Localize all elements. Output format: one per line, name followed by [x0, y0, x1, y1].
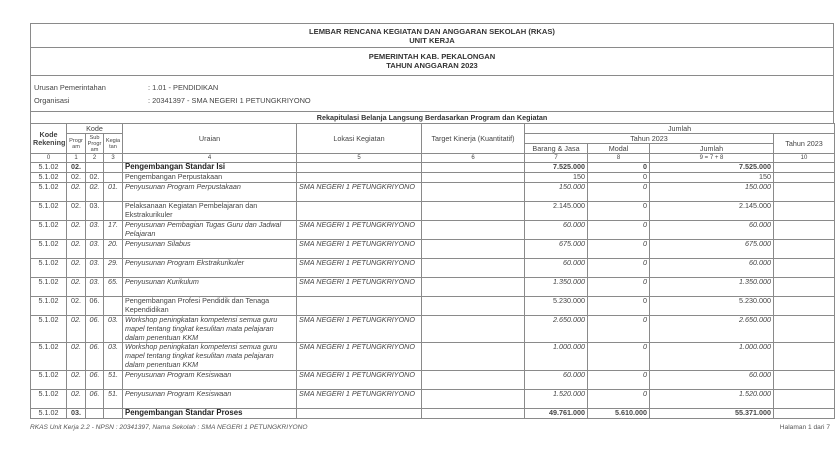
jumlah-cell: 2.145.000	[650, 202, 774, 221]
barang-jasa-cell: 7.525.000	[525, 163, 588, 173]
tahun-next-cell	[774, 297, 835, 316]
modal-cell: 0	[588, 183, 650, 202]
lokasi-cell: SMA NEGERI 1 PETUNGKRIYONO	[297, 370, 422, 389]
uraian-cell: Penyusunan Program Ekstrakurikuler	[123, 259, 297, 278]
header-barang-jasa: Barang & Jasa	[525, 144, 588, 154]
jumlah-cell: 55.371.000	[650, 408, 774, 418]
table-row	[31, 408, 835, 418]
lokasi-cell	[297, 408, 422, 418]
modal-cell: 0	[588, 163, 650, 173]
modal-cell: 0	[588, 389, 650, 408]
kegiatan-code-cell: 51.	[104, 389, 123, 408]
kegiatan-code-cell: 29.	[104, 259, 123, 278]
urusan-value: : 1.01 - PENDIDIKAN	[148, 83, 219, 92]
sub-program-code-cell: 03.	[86, 202, 104, 221]
header-uraian: Uraian	[123, 124, 297, 154]
jumlah-cell: 1.520.000	[650, 389, 774, 408]
col-number: 3	[104, 154, 123, 163]
tahun-next-cell	[774, 370, 835, 389]
modal-cell: 0	[588, 278, 650, 297]
modal-cell: 0	[588, 259, 650, 278]
uraian-cell: Pengembangan Perpustakaan	[123, 173, 297, 183]
lokasi-cell: SMA NEGERI 1 PETUNGKRIYONO	[297, 343, 422, 370]
sub-program-code-cell: 06.	[86, 370, 104, 389]
program-code-cell: 03.	[67, 408, 86, 418]
uraian-cell: Pelaksanaan Kegiatan Pembelajaran dan Ekstrakurikuler	[123, 202, 297, 221]
barang-jasa-cell: 60.000	[525, 370, 588, 389]
kode-rekening-cell: 5.1.02	[31, 173, 67, 183]
column-number-row	[31, 154, 835, 163]
target-cell	[422, 221, 525, 240]
barang-jasa-cell: 60.000	[525, 221, 588, 240]
header-tahun-group: Tahun 2023	[525, 134, 774, 144]
sub-program-code-cell	[86, 163, 104, 173]
kode-rekening-cell: 5.1.02	[31, 408, 67, 418]
target-cell	[422, 408, 525, 418]
kegiatan-code-cell: 03.	[104, 343, 123, 370]
target-cell	[422, 163, 525, 173]
kegiatan-code-cell	[104, 163, 123, 173]
program-code-cell: 02.	[67, 389, 86, 408]
kegiatan-code-cell: 51.	[104, 370, 123, 389]
target-cell	[422, 370, 525, 389]
table-row	[31, 297, 835, 316]
uraian-cell: Penyusunan Silabus	[123, 240, 297, 259]
col-number: 9 = 7 + 8	[650, 154, 774, 163]
uraian-cell: Penyusunan Program Kesiswaan	[123, 389, 297, 408]
gov-line-2: TAHUN ANGGARAN 2023	[386, 61, 478, 70]
document-title	[31, 24, 833, 48]
kegiatan-code-cell: 01.	[104, 183, 123, 202]
sub-program-code-cell: 03.	[86, 240, 104, 259]
program-code-cell: 02.	[67, 173, 86, 183]
uraian-cell: Workshop peningkatan kompetensi semua guru mapel tentang tingkat kesulitan mata pelajaran dalam penentuan KKM	[123, 316, 297, 343]
barang-jasa-cell: 60.000	[525, 259, 588, 278]
uraian-cell: Penyusunan Program Perpustakaan	[123, 183, 297, 202]
tahun-next-cell	[774, 278, 835, 297]
tahun-next-cell	[774, 163, 835, 173]
barang-jasa-cell: 1.000.000	[525, 343, 588, 370]
lokasi-cell: SMA NEGERI 1 PETUNGKRIYONO	[297, 183, 422, 202]
target-cell	[422, 202, 525, 221]
target-cell	[422, 183, 525, 202]
col-number: 0	[31, 154, 67, 163]
kode-rekening-cell: 5.1.02	[31, 221, 67, 240]
kegiatan-code-cell: 17.	[104, 221, 123, 240]
jumlah-cell: 7.525.000	[650, 163, 774, 173]
uraian-cell: Pengembangan Standar Proses	[123, 408, 297, 418]
header-jumlah: Jumlah	[650, 144, 774, 154]
header-kegiatan: Kegia tan	[104, 134, 123, 154]
target-cell	[422, 240, 525, 259]
urusan-row	[31, 81, 833, 94]
info-section	[31, 76, 833, 112]
program-code-cell: 02.	[67, 278, 86, 297]
modal-cell: 0	[588, 297, 650, 316]
col-number: 8	[588, 154, 650, 163]
sub-program-code-cell: 02.	[86, 173, 104, 183]
col-number: 7	[525, 154, 588, 163]
jumlah-cell: 150.000	[650, 183, 774, 202]
barang-jasa-cell: 150.000	[525, 183, 588, 202]
uraian-cell: Pengembangan Standar Isi	[123, 163, 297, 173]
kegiatan-code-cell: 03.	[104, 316, 123, 343]
kode-rekening-cell: 5.1.02	[31, 202, 67, 221]
kegiatan-code-cell: 65.	[104, 278, 123, 297]
barang-jasa-cell: 49.761.000	[525, 408, 588, 418]
sub-program-code-cell: 02.	[86, 183, 104, 202]
col-number: 6	[422, 154, 525, 163]
col-number: 4	[123, 154, 297, 163]
uraian-cell: Penyusunan Program Kesiswaan	[123, 370, 297, 389]
tahun-next-cell	[774, 173, 835, 183]
kode-rekening-cell: 5.1.02	[31, 163, 67, 173]
gov-line-1: PEMERINTAH KAB. PEKALONGAN	[368, 52, 496, 61]
jumlah-cell: 1.350.000	[650, 278, 774, 297]
uraian-cell: Penyusunan Pembagian Tugas Guru dan Jadwal Pelajaran	[123, 221, 297, 240]
page-number: Halaman 1 dari 7	[779, 424, 830, 431]
table-row	[31, 278, 835, 297]
uraian-cell: Pengembangan Profesi Pendidik dan Tenaga Kependidikan	[123, 297, 297, 316]
barang-jasa-cell: 2.145.000	[525, 202, 588, 221]
program-code-cell: 02.	[67, 343, 86, 370]
tahun-next-cell	[774, 343, 835, 370]
table-row	[31, 343, 835, 370]
table-title: Rekapitulasi Belanja Langsung Berdasarkan Program dan Kegiatan	[316, 113, 548, 122]
kode-rekening-cell: 5.1.02	[31, 259, 67, 278]
barang-jasa-cell: 1.350.000	[525, 278, 588, 297]
barang-jasa-cell: 150	[525, 173, 588, 183]
table-row	[31, 316, 835, 343]
modal-cell: 0	[588, 316, 650, 343]
kode-rekening-cell: 5.1.02	[31, 343, 67, 370]
col-number: 2	[86, 154, 104, 163]
sub-program-code-cell: 06.	[86, 389, 104, 408]
table-row	[31, 163, 835, 173]
header-jumlah-group: Jumlah	[525, 124, 835, 134]
urusan-label: Urusan Pemerintahan	[34, 83, 106, 92]
sub-program-code-cell: 03.	[86, 221, 104, 240]
table-row	[31, 221, 835, 240]
sub-program-code-cell: 06.	[86, 297, 104, 316]
program-code-cell: 02.	[67, 316, 86, 343]
jumlah-cell: 1.000.000	[650, 343, 774, 370]
program-code-cell: 02.	[67, 183, 86, 202]
sub-program-code-cell: 03.	[86, 278, 104, 297]
tahun-next-cell	[774, 240, 835, 259]
document-frame	[30, 23, 834, 123]
sub-program-code-cell: 06.	[86, 343, 104, 370]
table-row	[31, 173, 835, 183]
lokasi-cell	[297, 163, 422, 173]
footer-info: RKAS Unit Kerja 2.2 - NPSN : 20341397, Nama Sekolah : SMA NEGERI 1 PETUNGKRIYONO	[30, 424, 308, 431]
sub-program-code-cell: 03.	[86, 259, 104, 278]
lokasi-cell: SMA NEGERI 1 PETUNGKRIYONO	[297, 278, 422, 297]
rkas-document	[30, 23, 834, 419]
tahun-next-cell	[774, 316, 835, 343]
header-sub-program: Sub Progr am	[86, 134, 104, 154]
uraian-cell: Penyusunan Kurikulum	[123, 278, 297, 297]
organisasi-value: : 20341397 - SMA NEGERI 1 PETUNGKRIYONO	[148, 96, 311, 105]
tahun-next-cell	[774, 202, 835, 221]
target-cell	[422, 278, 525, 297]
table-row	[31, 370, 835, 389]
jumlah-cell: 60.000	[650, 370, 774, 389]
barang-jasa-cell: 5.230.000	[525, 297, 588, 316]
table-row	[31, 240, 835, 259]
target-cell	[422, 173, 525, 183]
modal-cell: 0	[588, 202, 650, 221]
header-kode: Kode	[67, 124, 123, 134]
rekap-table	[30, 123, 835, 419]
target-cell	[422, 343, 525, 370]
target-cell	[422, 316, 525, 343]
jumlah-cell: 60.000	[650, 259, 774, 278]
jumlah-cell: 60.000	[650, 221, 774, 240]
organisasi-label: Organisasi	[34, 96, 70, 105]
program-code-cell: 02.	[67, 163, 86, 173]
kode-rekening-cell: 5.1.02	[31, 183, 67, 202]
target-cell	[422, 389, 525, 408]
modal-cell: 0	[588, 173, 650, 183]
lokasi-cell	[297, 297, 422, 316]
target-cell	[422, 297, 525, 316]
sub-program-code-cell: 06.	[86, 316, 104, 343]
kode-rekening-cell: 5.1.02	[31, 370, 67, 389]
target-cell	[422, 259, 525, 278]
kegiatan-code-cell	[104, 408, 123, 418]
lokasi-cell: SMA NEGERI 1 PETUNGKRIYONO	[297, 259, 422, 278]
lokasi-cell	[297, 202, 422, 221]
kode-rekening-cell: 5.1.02	[31, 240, 67, 259]
kegiatan-code-cell	[104, 297, 123, 316]
barang-jasa-cell: 1.520.000	[525, 389, 588, 408]
table-body	[31, 163, 835, 419]
organisasi-row	[31, 94, 833, 107]
tahun-next-cell	[774, 221, 835, 240]
tahun-next-cell	[774, 389, 835, 408]
modal-cell: 0	[588, 370, 650, 389]
lokasi-cell: SMA NEGERI 1 PETUNGKRIYONO	[297, 221, 422, 240]
kode-rekening-cell: 5.1.02	[31, 278, 67, 297]
col-number: 5	[297, 154, 422, 163]
header-tahun-next: Tahun 2023	[774, 134, 835, 154]
table-row	[31, 389, 835, 408]
program-code-cell: 02.	[67, 370, 86, 389]
tahun-next-cell	[774, 183, 835, 202]
table-row	[31, 183, 835, 202]
header-lokasi: Lokasi Kegiatan	[297, 124, 422, 154]
kegiatan-code-cell	[104, 173, 123, 183]
sub-program-code-cell	[86, 408, 104, 418]
header-target: Target Kinerja (Kuantitatif)	[422, 124, 525, 154]
tahun-next-cell	[774, 408, 835, 418]
modal-cell: 5.610.000	[588, 408, 650, 418]
lokasi-cell: SMA NEGERI 1 PETUNGKRIYONO	[297, 316, 422, 343]
modal-cell: 0	[588, 240, 650, 259]
lokasi-cell: SMA NEGERI 1 PETUNGKRIYONO	[297, 389, 422, 408]
program-code-cell: 02.	[67, 240, 86, 259]
program-code-cell: 02.	[67, 259, 86, 278]
kode-rekening-cell: 5.1.02	[31, 297, 67, 316]
modal-cell: 0	[588, 343, 650, 370]
header-modal: Modal	[588, 144, 650, 154]
jumlah-cell: 675.000	[650, 240, 774, 259]
barang-jasa-cell: 675.000	[525, 240, 588, 259]
table-row	[31, 259, 835, 278]
table-row	[31, 202, 835, 221]
header-program: Progr am	[67, 134, 86, 154]
tahun-next-cell	[774, 259, 835, 278]
col-number: 1	[67, 154, 86, 163]
header-kode-rekening: Kode Rekening	[31, 124, 67, 154]
title-line-1: LEMBAR RENCANA KEGIATAN DAN ANGGARAN SEKOLAH (RKAS)	[309, 27, 555, 36]
modal-cell: 0	[588, 221, 650, 240]
jumlah-cell: 5.230.000	[650, 297, 774, 316]
jumlah-cell: 150	[650, 173, 774, 183]
program-code-cell: 02.	[67, 297, 86, 316]
col-number: 10	[774, 154, 835, 163]
jumlah-cell: 2.650.000	[650, 316, 774, 343]
lokasi-cell: SMA NEGERI 1 PETUNGKRIYONO	[297, 240, 422, 259]
title-line-2: UNIT KERJA	[409, 36, 455, 45]
uraian-cell: Workshop peningkatan kompetensi semua guru mapel tentang tingkat kesulitan mata pelajaran dalam penentuan KKM	[123, 343, 297, 370]
program-code-cell: 02.	[67, 202, 86, 221]
kegiatan-code-cell	[104, 202, 123, 221]
barang-jasa-cell: 2.650.000	[525, 316, 588, 343]
kegiatan-code-cell: 20.	[104, 240, 123, 259]
lokasi-cell	[297, 173, 422, 183]
program-code-cell: 02.	[67, 221, 86, 240]
kode-rekening-cell: 5.1.02	[31, 389, 67, 408]
government-header	[31, 48, 833, 76]
kode-rekening-cell: 5.1.02	[31, 316, 67, 343]
